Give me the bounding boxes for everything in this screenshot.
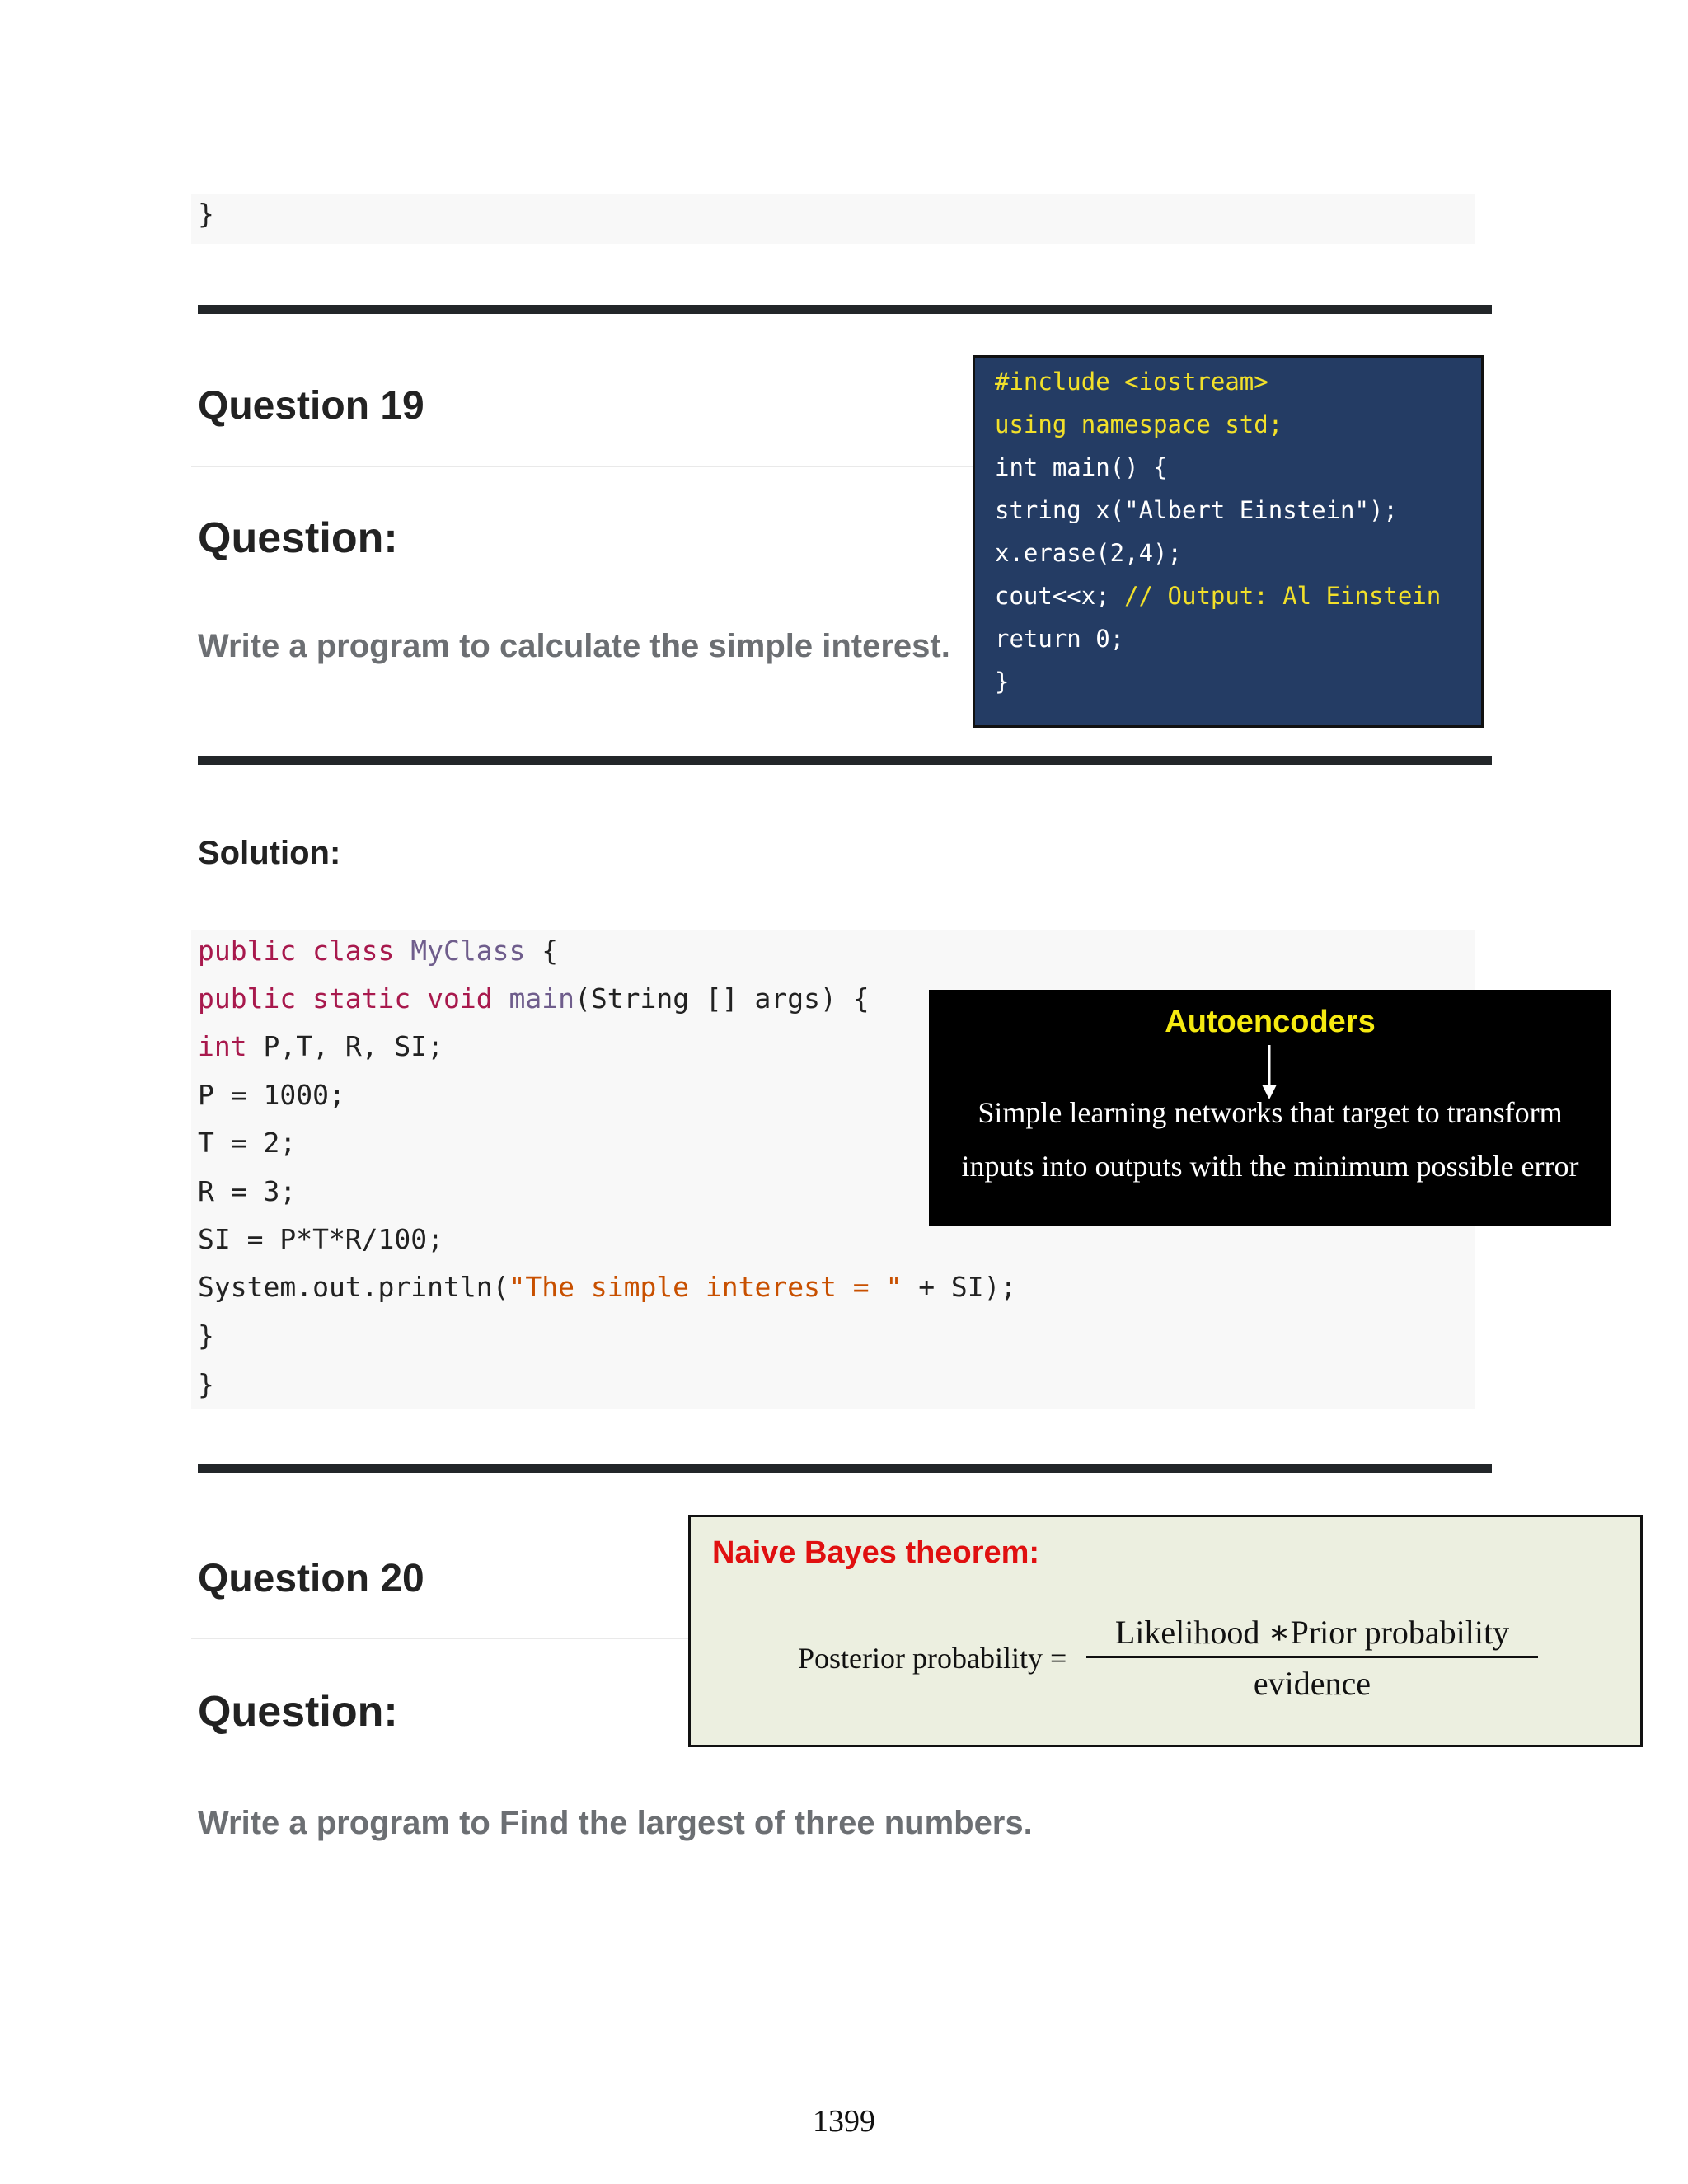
cpp-line-string: string x("Albert Einstein"); xyxy=(995,496,1398,524)
code-text: { xyxy=(525,935,559,967)
section-divider-3 xyxy=(198,1464,1492,1473)
down-arrow-icon xyxy=(1261,1043,1278,1101)
cpp-cout-code: cout<<x; xyxy=(995,582,1125,610)
code-keyword: int xyxy=(198,1030,247,1062)
code-text: + SI); xyxy=(902,1271,1017,1303)
code-line-2 xyxy=(198,982,870,1015)
cpp-line-return: return 0; xyxy=(995,625,1125,653)
cpp-output-comment: // Output: Al Einstein xyxy=(1124,582,1442,610)
question-20-heading: Question 20 xyxy=(198,1557,424,1601)
naive-bayes-title: Naive Bayes theorem: xyxy=(712,1535,1040,1570)
code-keyword: public static void xyxy=(198,982,493,1015)
question-19-prompt: Write a program to calculate the simple interest. xyxy=(198,628,950,664)
code-line-8 xyxy=(198,1271,1016,1304)
code-line-4: P = 1000; xyxy=(198,1079,345,1111)
cpp-line-include: #include <iostream> xyxy=(995,368,1268,396)
code-line-6: R = 3; xyxy=(198,1175,297,1207)
cpp-line-erase: x.erase(2,4); xyxy=(995,539,1182,567)
top-code-closing-brace: } xyxy=(198,198,214,230)
code-text: (String [] args) { xyxy=(574,982,870,1015)
code-line-7: SI = P*T*R/100; xyxy=(198,1223,444,1255)
code-keyword: public class xyxy=(198,935,395,967)
question-20-label: Question: xyxy=(198,1688,398,1736)
code-string-literal: "The simple interest = " xyxy=(509,1271,903,1303)
code-line-9: } xyxy=(198,1319,214,1352)
posterior-probability-label: Posterior probability = xyxy=(798,1642,1067,1675)
cpp-code-box xyxy=(973,355,1484,728)
autoencoders-description-line-1: Simple learning networks that target to transform xyxy=(978,1096,1563,1129)
code-line-5: T = 2; xyxy=(198,1127,297,1159)
page-number: 1399 xyxy=(813,2104,875,2139)
section-divider-2 xyxy=(198,756,1492,765)
formula-denominator: evidence xyxy=(1253,1665,1372,1702)
code-line-3 xyxy=(198,1030,443,1063)
cpp-line-close: } xyxy=(995,668,1010,696)
code-line-1 xyxy=(198,935,558,968)
cpp-line-cout xyxy=(995,582,1441,610)
code-line-10: } xyxy=(198,1368,214,1400)
question-19-underline xyxy=(191,466,973,467)
fraction-bar xyxy=(1086,1656,1538,1658)
question-19-label: Question: xyxy=(198,514,398,562)
solution-label: Solution: xyxy=(198,835,341,871)
formula-numerator: Likelihood ∗Prior probability xyxy=(1114,1614,1510,1651)
naive-bayes-box xyxy=(688,1515,1643,1747)
code-text: P,T, R, SI; xyxy=(246,1030,444,1062)
cpp-line-namespace: using namespace std; xyxy=(995,410,1283,438)
code-text: System.out.println( xyxy=(198,1271,509,1303)
section-divider-1 xyxy=(198,305,1492,314)
question-20-underline xyxy=(191,1638,688,1639)
question-19-heading: Question 19 xyxy=(198,384,424,428)
autoencoders-description-line-2: inputs into outputs with the minimum possible error xyxy=(961,1150,1579,1183)
autoencoders-box xyxy=(929,990,1611,1226)
top-code-block xyxy=(191,194,1475,244)
code-class-name: MyClass xyxy=(410,935,526,967)
autoencoders-title: Autoencoders xyxy=(1165,1005,1376,1039)
cpp-line-main: int main() { xyxy=(995,453,1168,481)
code-method-name: main xyxy=(509,982,574,1015)
question-20-prompt: Write a program to Find the largest of three numbers. xyxy=(198,1805,1033,1841)
